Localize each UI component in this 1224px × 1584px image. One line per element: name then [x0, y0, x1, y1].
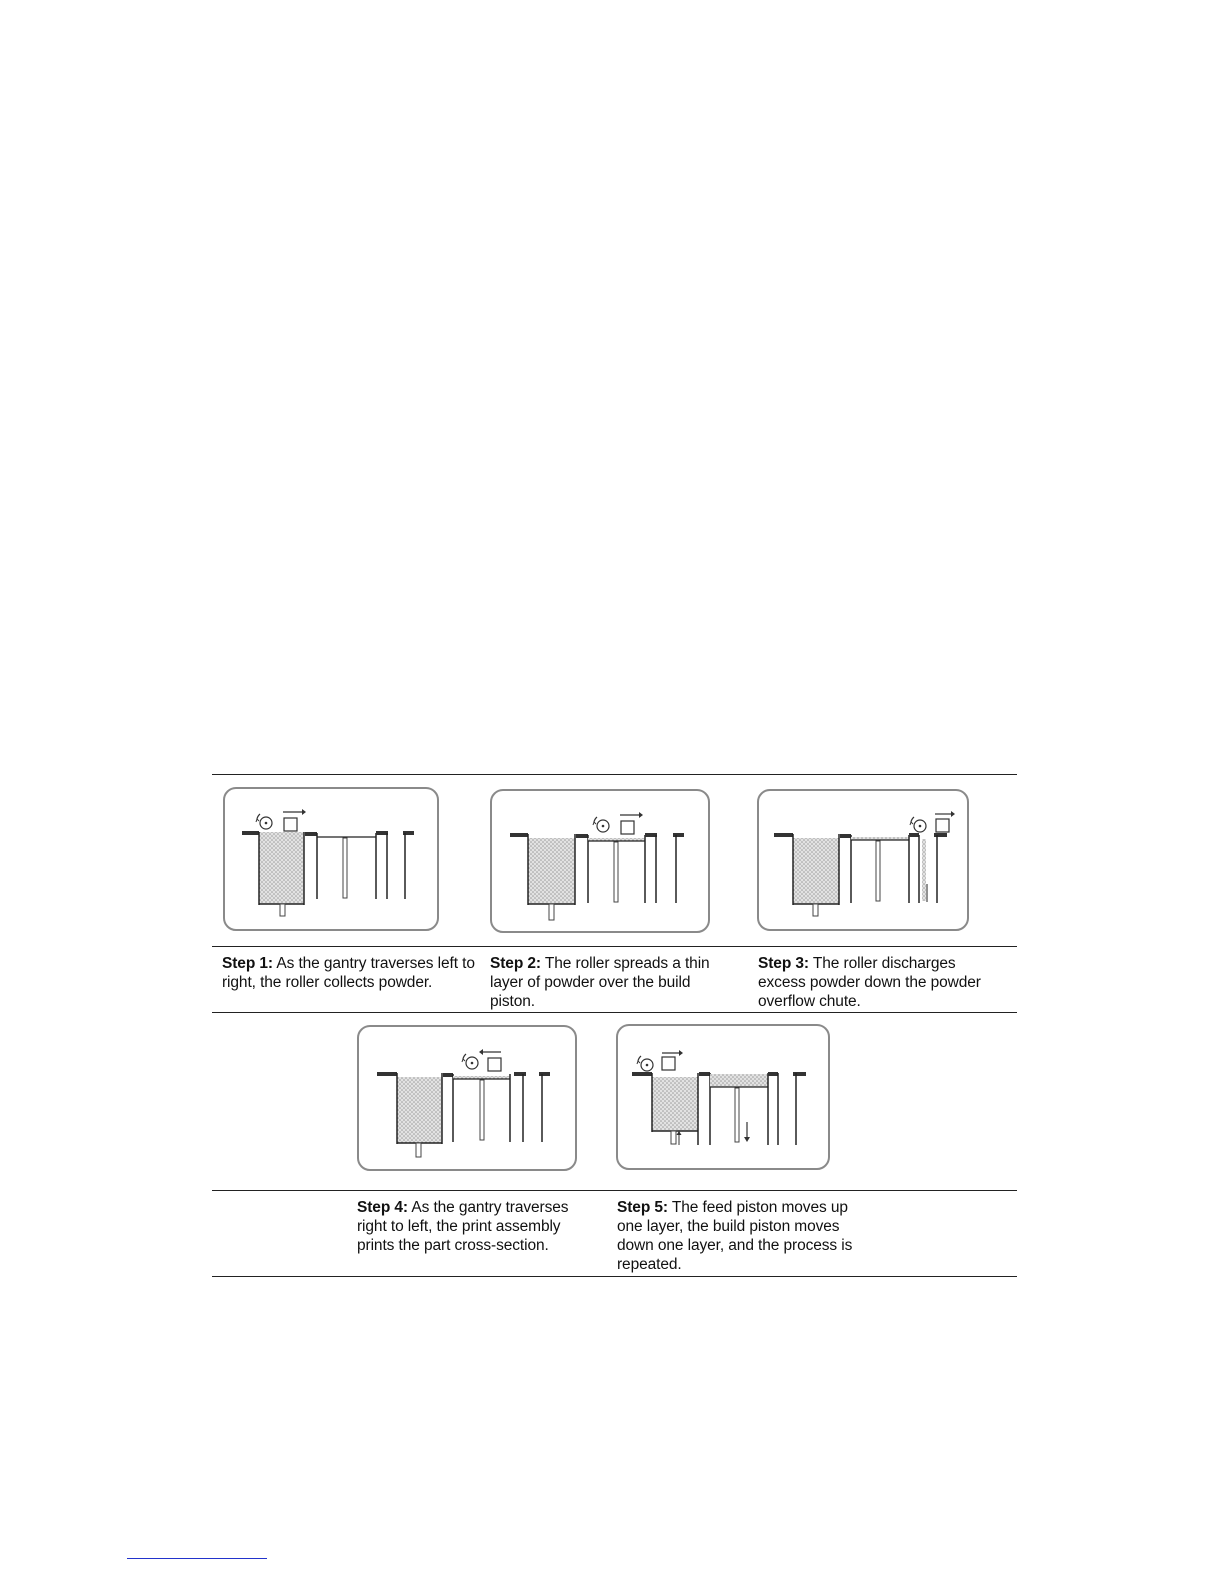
footnote-separator — [127, 1558, 267, 1559]
step-text: The roller discharges excess powder down the powder overflow chute. — [758, 955, 981, 1010]
step-label: Step 2: — [490, 955, 541, 972]
panel-frame — [358, 1026, 576, 1170]
panel-frame — [224, 788, 438, 930]
step-text: The roller spreads a thin layer of powder over the build piston. — [490, 955, 710, 1010]
step-2-diagram — [490, 789, 711, 934]
step-4-diagram — [357, 1025, 578, 1173]
step-label: Step 4: — [357, 1199, 408, 1216]
step-1-diagram — [223, 787, 440, 932]
step-label: Step 1: — [222, 955, 273, 972]
panel-frame — [617, 1025, 829, 1169]
step-2-caption — [490, 954, 725, 1011]
bottom-rule — [212, 1276, 1017, 1277]
step-label: Step 5: — [617, 1199, 668, 1216]
step-label: Step 3: — [758, 955, 809, 972]
step-text: As the gantry traverses left to right, the roller collects powder. — [222, 955, 475, 991]
step-5-caption — [617, 1198, 867, 1274]
step-text: The feed piston moves up one layer, the build piston moves down one layer, and the process is repeated. — [617, 1199, 853, 1273]
step-1-caption — [222, 954, 477, 992]
step-3-diagram — [757, 789, 970, 932]
row2-image-rule — [212, 1190, 1017, 1191]
row1-image-rule — [212, 946, 1017, 947]
row1-bottom-rule — [212, 1012, 1017, 1013]
step-3-caption — [758, 954, 998, 1011]
step-5-diagram — [616, 1024, 831, 1171]
step-text: As the gantry traverses right to left, the print assembly prints the part cross-section. — [357, 1199, 569, 1254]
top-rule — [212, 774, 1017, 775]
step-4-caption — [357, 1198, 592, 1255]
